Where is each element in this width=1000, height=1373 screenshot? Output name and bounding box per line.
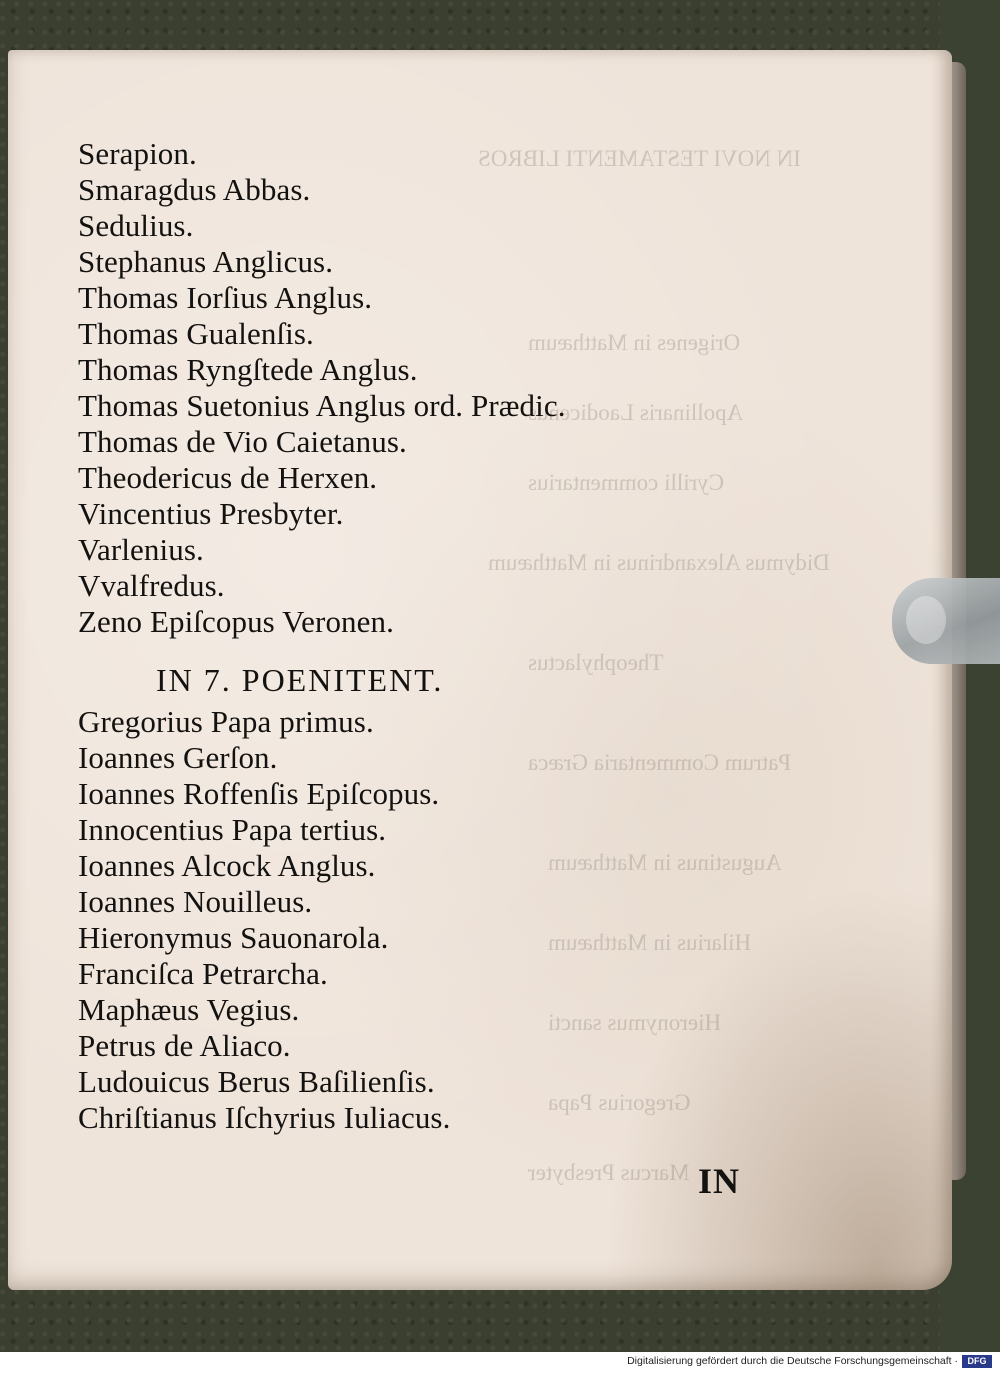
list-item: Thomas de Vio Caietanus. — [78, 424, 407, 459]
list-item: Petrus de Aliaco. — [78, 1028, 291, 1063]
book-page — [8, 50, 952, 1290]
footer — [0, 1352, 1000, 1373]
list-item: Thomas Suetonius Anglus ord. Prædic. — [78, 388, 566, 423]
list-item: Ludouicus Berus Baſilienſis. — [78, 1064, 435, 1099]
list-item: Maphæus Vegius. — [78, 992, 300, 1027]
footer-credit: Digitalisierung gefördert durch die Deutsche Forschungsgemeinschaft · — [627, 1355, 958, 1367]
list-item: Thomas Ryngſtede Anglus. — [78, 352, 418, 387]
list-item: Vincentius Presbyter. — [78, 496, 344, 531]
catchword: IN — [698, 1161, 741, 1201]
list-item: Varlenius. — [78, 532, 204, 567]
list-item: Smaragdus Abbas. — [78, 172, 311, 207]
list-item: Ioannes Alcock Anglus. — [78, 848, 376, 883]
list-item: Stephanus Anglicus. — [78, 244, 334, 279]
list-item: Franciſca Petrarcha. — [78, 956, 328, 991]
list-item: Sedulius. — [78, 208, 194, 243]
list-item: Ioannes Roffenſis Epiſcopus. — [78, 776, 440, 811]
list-item: Hieronymus Sauonarola. — [78, 920, 389, 955]
dfg-logo: DFG — [962, 1355, 992, 1368]
show-through-text: IN NOVI TESTAMENTI LIBROS Origenes in Matthæum Apollinaris Laodicenus Cyrilli commentarius Didymus Alexandrinus in Matthæum Theophylactus Patrum Commentaria Græca Augustinus in Matthæum Hilarius in Matthæum Hieronymus sancti Gregorius Papa Marcus Presbyter — [478, 146, 830, 1185]
list-item: Chriſtianus Iſchyrius Iuliacus. — [78, 1100, 451, 1135]
list-item: Vvalfredus. — [78, 568, 225, 603]
list-item: Serapion. — [78, 136, 197, 171]
page-clip-tab — [892, 578, 1000, 664]
list-item: Theodericus de Herxen. — [78, 460, 378, 495]
list-item: Thomas Gualenſis. — [78, 316, 314, 351]
list-item: Thomas Iorſius Anglus. — [78, 280, 373, 315]
list-item: Innocentius Papa tertius. — [78, 812, 387, 847]
text-block — [78, 136, 698, 1136]
list-item: Gregorius Papa primus. — [78, 704, 374, 739]
list-item: Zeno Epiſcopus Veronen. — [78, 604, 394, 639]
list-item: Ioannes Gerſon. — [78, 740, 278, 775]
section-heading: IN 7. POENITENT. — [156, 662, 444, 698]
list-item: Ioannes Nouilleus. — [78, 884, 313, 919]
